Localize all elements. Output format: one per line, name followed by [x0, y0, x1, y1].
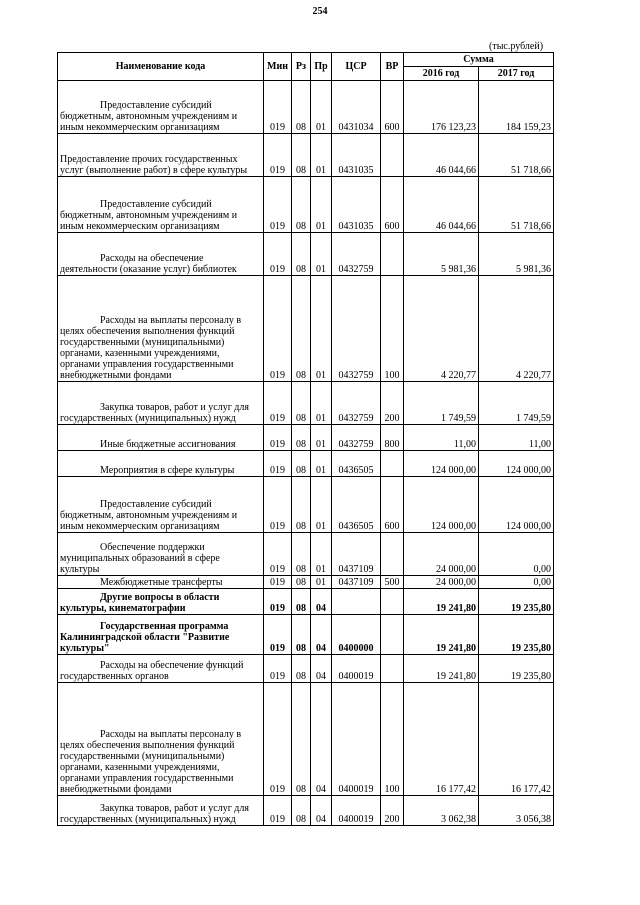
- row-name-cell: Иные бюджетные ассигнования: [58, 425, 264, 451]
- row-2017-cell: 0,00: [479, 576, 554, 589]
- row-min-cell: 019: [264, 382, 292, 425]
- row-vr-cell: [381, 615, 404, 655]
- row-name-cell: Мероприятия в сфере культуры: [58, 451, 264, 477]
- row-2017-cell: 4 220,77: [479, 276, 554, 382]
- row-vr-cell: 100: [381, 276, 404, 382]
- table-row: [58, 533, 554, 576]
- row-csr-cell: 0432759: [332, 276, 381, 382]
- row-min-cell: 019: [264, 683, 292, 796]
- row-2017-cell: 19 235,80: [479, 655, 554, 683]
- header-vr: ВР: [381, 53, 404, 81]
- row-rz-cell: 08: [292, 477, 311, 533]
- row-name-cell: Межбюджетные трансферты: [58, 576, 264, 589]
- row-min-cell: 019: [264, 615, 292, 655]
- row-name-cell: Предоставление субсидий бюджетным, автономным учреждениям и иным некоммерческим организациям: [58, 177, 264, 233]
- header-name: Наименование кода: [58, 53, 264, 81]
- row-min-cell: 019: [264, 533, 292, 576]
- table-row: [58, 134, 554, 177]
- row-rz-cell: 08: [292, 683, 311, 796]
- table-row: [58, 589, 554, 615]
- table-row: [58, 81, 554, 134]
- table-row: [58, 655, 554, 683]
- table-row: [58, 477, 554, 533]
- row-2016-cell: 19 241,80: [404, 589, 479, 615]
- row-pr-cell: 01: [311, 425, 332, 451]
- row-rz-cell: 08: [292, 134, 311, 177]
- row-vr-cell: [381, 655, 404, 683]
- header-sum: Сумма: [404, 53, 554, 67]
- table-row: [58, 233, 554, 276]
- table-row: [58, 451, 554, 477]
- row-pr-cell: 04: [311, 589, 332, 615]
- row-csr-cell: 0432759: [332, 382, 381, 425]
- row-csr-cell: 0400019: [332, 796, 381, 826]
- header-min: Мин: [264, 53, 292, 81]
- row-min-cell: 019: [264, 589, 292, 615]
- row-min-cell: 019: [264, 134, 292, 177]
- row-rz-cell: 08: [292, 451, 311, 477]
- row-2016-cell: 4 220,77: [404, 276, 479, 382]
- row-2016-cell: 19 241,80: [404, 655, 479, 683]
- table-row: [58, 382, 554, 425]
- row-rz-cell: 08: [292, 655, 311, 683]
- row-csr-cell: 0437109: [332, 533, 381, 576]
- row-name-cell: Закупка товаров, работ и услуг для государственных (муниципальных) нужд: [58, 796, 264, 826]
- row-csr-cell: 0431035: [332, 134, 381, 177]
- table-row: [58, 683, 554, 796]
- row-min-cell: 019: [264, 796, 292, 826]
- row-pr-cell: 01: [311, 276, 332, 382]
- row-2017-cell: 1 749,59: [479, 382, 554, 425]
- row-vr-cell: [381, 233, 404, 276]
- row-2016-cell: 5 981,36: [404, 233, 479, 276]
- row-min-cell: 019: [264, 276, 292, 382]
- row-min-cell: 019: [264, 451, 292, 477]
- row-2017-cell: 0,00: [479, 533, 554, 576]
- row-min-cell: 019: [264, 81, 292, 134]
- row-min-cell: 019: [264, 425, 292, 451]
- budget-table: [57, 52, 554, 826]
- row-min-cell: 019: [264, 177, 292, 233]
- table-row: [58, 576, 554, 589]
- table-row: [58, 615, 554, 655]
- row-2016-cell: 16 177,42: [404, 683, 479, 796]
- row-rz-cell: 08: [292, 177, 311, 233]
- row-csr-cell: 0432759: [332, 233, 381, 276]
- row-rz-cell: 08: [292, 589, 311, 615]
- row-2016-cell: 24 000,00: [404, 576, 479, 589]
- row-csr-cell: 0432759: [332, 425, 381, 451]
- row-name-cell: Другие вопросы в области культуры, кинематографии: [58, 589, 264, 615]
- table-body: [58, 81, 554, 826]
- row-name-cell: Обеспечение поддержки муниципальных образований в сфере культуры: [58, 533, 264, 576]
- row-name-cell: Предоставление субсидий бюджетным, автономным учреждениям и иным некоммерческим организациям: [58, 477, 264, 533]
- row-vr-cell: 200: [381, 796, 404, 826]
- row-2017-cell: 124 000,00: [479, 477, 554, 533]
- row-pr-cell: 01: [311, 81, 332, 134]
- row-pr-cell: 01: [311, 451, 332, 477]
- page-number: 254: [312, 6, 328, 17]
- row-2017-cell: 5 981,36: [479, 233, 554, 276]
- row-rz-cell: 08: [292, 576, 311, 589]
- row-name-cell: Расходы на выплаты персоналу в целях обеспечения выполнения функций государственными (муниципальными) органами, казенными учреждениями, органами управления государственными внебюджетными фондами: [58, 276, 264, 382]
- row-vr-cell: 200: [381, 382, 404, 425]
- row-vr-cell: [381, 533, 404, 576]
- row-vr-cell: 100: [381, 683, 404, 796]
- table-row: [58, 276, 554, 382]
- row-vr-cell: 500: [381, 576, 404, 589]
- row-min-cell: 019: [264, 233, 292, 276]
- row-2017-cell: 19 235,80: [479, 615, 554, 655]
- row-csr-cell: 0400019: [332, 655, 381, 683]
- row-pr-cell: 04: [311, 615, 332, 655]
- row-csr-cell: 0431034: [332, 81, 381, 134]
- row-vr-cell: 600: [381, 177, 404, 233]
- row-name-cell: Предоставление субсидий бюджетным, автономным учреждениям и иным некоммерческим организациям: [58, 81, 264, 134]
- row-2016-cell: 3 062,38: [404, 796, 479, 826]
- row-2016-cell: 46 044,66: [404, 177, 479, 233]
- row-name-cell: Расходы на обеспечение деятельности (оказание услуг) библиотек: [58, 233, 264, 276]
- row-name-cell: Расходы на обеспечение функций государственных органов: [58, 655, 264, 683]
- row-2017-cell: 11,00: [479, 425, 554, 451]
- row-rz-cell: 08: [292, 796, 311, 826]
- row-2017-cell: 3 056,38: [479, 796, 554, 826]
- row-name-cell: Государственная программа Калининградской области "Развитие культуры": [58, 615, 264, 655]
- row-rz-cell: 08: [292, 276, 311, 382]
- table-row: [58, 796, 554, 826]
- row-csr-cell: 0400000: [332, 615, 381, 655]
- row-vr-cell: 600: [381, 81, 404, 134]
- row-2017-cell: 19 235,80: [479, 589, 554, 615]
- row-2016-cell: 24 000,00: [404, 533, 479, 576]
- row-rz-cell: 08: [292, 81, 311, 134]
- row-rz-cell: 08: [292, 233, 311, 276]
- row-csr-cell: 0436505: [332, 477, 381, 533]
- row-rz-cell: 08: [292, 382, 311, 425]
- row-csr-cell: 0437109: [332, 576, 381, 589]
- row-pr-cell: 04: [311, 796, 332, 826]
- row-vr-cell: [381, 134, 404, 177]
- row-pr-cell: 01: [311, 477, 332, 533]
- row-rz-cell: 08: [292, 615, 311, 655]
- row-2016-cell: 124 000,00: [404, 451, 479, 477]
- row-pr-cell: 01: [311, 233, 332, 276]
- row-pr-cell: 04: [311, 655, 332, 683]
- row-2016-cell: 1 749,59: [404, 382, 479, 425]
- row-pr-cell: 01: [311, 382, 332, 425]
- row-2017-cell: 16 177,42: [479, 683, 554, 796]
- row-pr-cell: 01: [311, 533, 332, 576]
- row-min-cell: 019: [264, 655, 292, 683]
- header-2017: 2017 год: [479, 67, 554, 81]
- row-rz-cell: 08: [292, 425, 311, 451]
- row-2016-cell: 176 123,23: [404, 81, 479, 134]
- header-rz: Рз: [292, 53, 311, 81]
- row-vr-cell: 600: [381, 477, 404, 533]
- row-name-cell: Закупка товаров, работ и услуг для государственных (муниципальных) нужд: [58, 382, 264, 425]
- row-2016-cell: 19 241,80: [404, 615, 479, 655]
- row-2016-cell: 124 000,00: [404, 477, 479, 533]
- header-csr: ЦСР: [332, 53, 381, 81]
- row-2017-cell: 124 000,00: [479, 451, 554, 477]
- row-min-cell: 019: [264, 576, 292, 589]
- row-2016-cell: 46 044,66: [404, 134, 479, 177]
- row-vr-cell: [381, 451, 404, 477]
- row-2016-cell: 11,00: [404, 425, 479, 451]
- row-rz-cell: 08: [292, 533, 311, 576]
- row-min-cell: 019: [264, 477, 292, 533]
- units-label: (тыс.рублей): [489, 41, 544, 52]
- table-row: [58, 425, 554, 451]
- row-pr-cell: 01: [311, 134, 332, 177]
- row-pr-cell: 01: [311, 177, 332, 233]
- row-pr-cell: 01: [311, 576, 332, 589]
- table-row: [58, 177, 554, 233]
- row-csr-cell: 0436505: [332, 451, 381, 477]
- header-2016: 2016 год: [404, 67, 479, 81]
- row-csr-cell: 0431035: [332, 177, 381, 233]
- header-pr: Пр: [311, 53, 332, 81]
- row-csr-cell: [332, 589, 381, 615]
- row-vr-cell: 800: [381, 425, 404, 451]
- row-name-cell: Расходы на выплаты персоналу в целях обеспечения выполнения функций государственными (муниципальными) органами, казенными учреждениями, органами управления государственными внебюджетными фондами: [58, 683, 264, 796]
- row-csr-cell: 0400019: [332, 683, 381, 796]
- row-2017-cell: 51 718,66: [479, 177, 554, 233]
- row-vr-cell: [381, 589, 404, 615]
- row-pr-cell: 04: [311, 683, 332, 796]
- row-name-cell: Предоставление прочих государственных услуг (выполнение работ) в сфере культуры: [58, 134, 264, 177]
- row-2017-cell: 184 159,23: [479, 81, 554, 134]
- row-2017-cell: 51 718,66: [479, 134, 554, 177]
